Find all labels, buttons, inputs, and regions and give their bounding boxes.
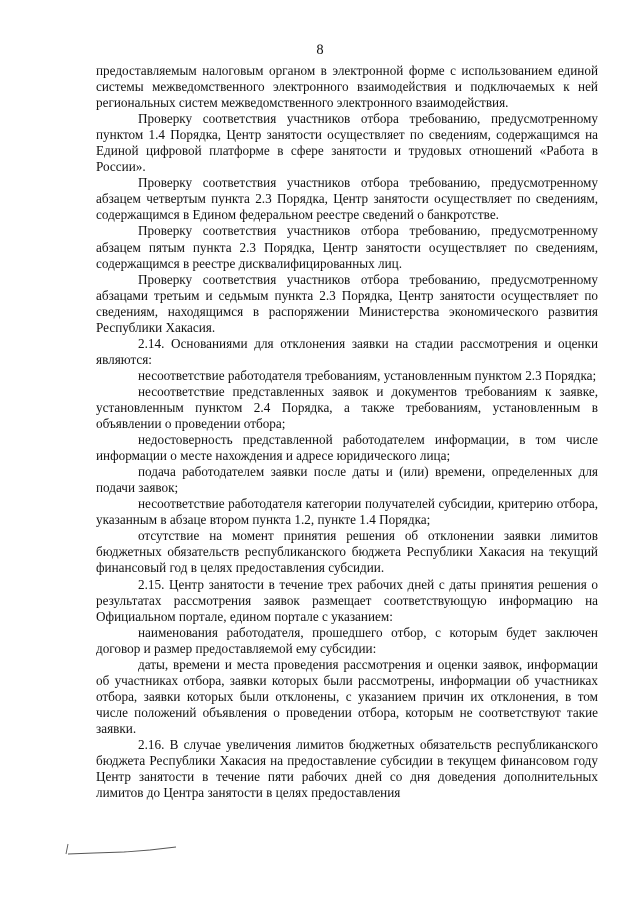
list-item: несоответствие работодателя требованиям, установленным пунктом 2.3 Порядка; bbox=[138, 367, 597, 383]
section-paragraph-2-15: 2.15. Центр занятости в течение трех рабочих дней с даты принятия решения о результатах рассмотрения заявок размещает соответствующую информацию на Официальном портале, едином портале с указанием: bbox=[96, 576, 598, 624]
paragraph: Проверку соответствия участников отбора требованию, предусмотренному абзацем четвертым пункта 2.3 Порядка, Центр занятости осуществляет по сведениям, содержащимся в Едином федеральном реестре сведений о банкротстве. bbox=[96, 175, 598, 223]
section-paragraph-2-16: 2.16. В случае увеличения лимитов бюджетных обязательств республиканского бюджета Республики Хакасия на предоставление субсидии в текущем финансовом году Центр занятости в течение пяти рабочих дней со дня доведения дополнительных лимитов до Центра занятости в целях предоставления bbox=[96, 736, 598, 801]
list-item: отсутствие на момент принятия решения об отклонении заявки лимитов бюджетных обязательств республиканского бюджета Республики Хакасия на текущий финансовый год в целях предоставления субсидии. bbox=[96, 528, 598, 576]
document-body bbox=[96, 63, 598, 801]
list-item: несоответствие представленных заявок и документов требованиям к заявке, установленным пунктом 2.4 Порядка, а также требованиям, установленным в объявлении о проведении отбора; bbox=[96, 383, 598, 432]
page-number: 8 bbox=[316, 42, 324, 58]
list-item: подача работодателем заявки после даты и (или) времени, определенных для подачи заявок; bbox=[96, 464, 598, 496]
paragraph: Проверку соответствия участников отбора требованию, предусмотренному абзацами третьим и седьмым пункта 2.3 Порядка, Центр занятости осуществляет по сведениям, находящимся в распоряжении Министерства экономического развития Республики Хакасия. bbox=[96, 271, 598, 335]
paragraph: Проверку соответствия участников отбора требованию, предусмотренному пунктом 1.4 Порядка, Центр занятости осуществляет по сведениям, содержащимся на Единой цифровой платформе в сфере занятости и трудовых отношений «Работа в России». bbox=[96, 111, 598, 175]
list-item: несоответствие работодателя категории получателей субсидии, критерию отбора, указанным в абзаце втором пункта 1.2, пункте 1.4 Порядка; bbox=[96, 496, 598, 528]
paragraph: предоставляемым налоговым органом в электронной форме с использованием единой системы межведомственного электронного взаимодействия и подключаемых к ней региональных систем межведомственного электронного взаимодействия. bbox=[96, 63, 598, 111]
list-item: наименования работодателя, прошедшего отбор, с которым будет заключен договор и размер предоставляемой ему субсидии: bbox=[96, 624, 598, 656]
scan-artifact-mark bbox=[64, 838, 184, 860]
paragraph: Проверку соответствия участников отбора требованию, предусмотренному абзацем пятым пункта 2.3 Порядка, Центр занятости осуществляет по сведениям, содержащимся в реестре дисквалифицированных лиц. bbox=[96, 223, 598, 271]
list-item: недостоверность представленной работодателем информации, в том числе информации о месте нахождения и адресе юридического лица; bbox=[96, 432, 598, 464]
section-paragraph-2-14: 2.14. Основаниями для отклонения заявки на стадии рассмотрения и оценки являются: bbox=[96, 335, 598, 367]
list-item: даты, времени и места проведения рассмотрения и оценки заявок, информации об участниках отбора, заявки которых были рассмотрены, информации об участниках отбора, заявки которых были отклонены, с указанием причин их отклонения, в том числе положений объявления о проведении отбора, которым не соответствуют такие заявки. bbox=[96, 656, 598, 736]
